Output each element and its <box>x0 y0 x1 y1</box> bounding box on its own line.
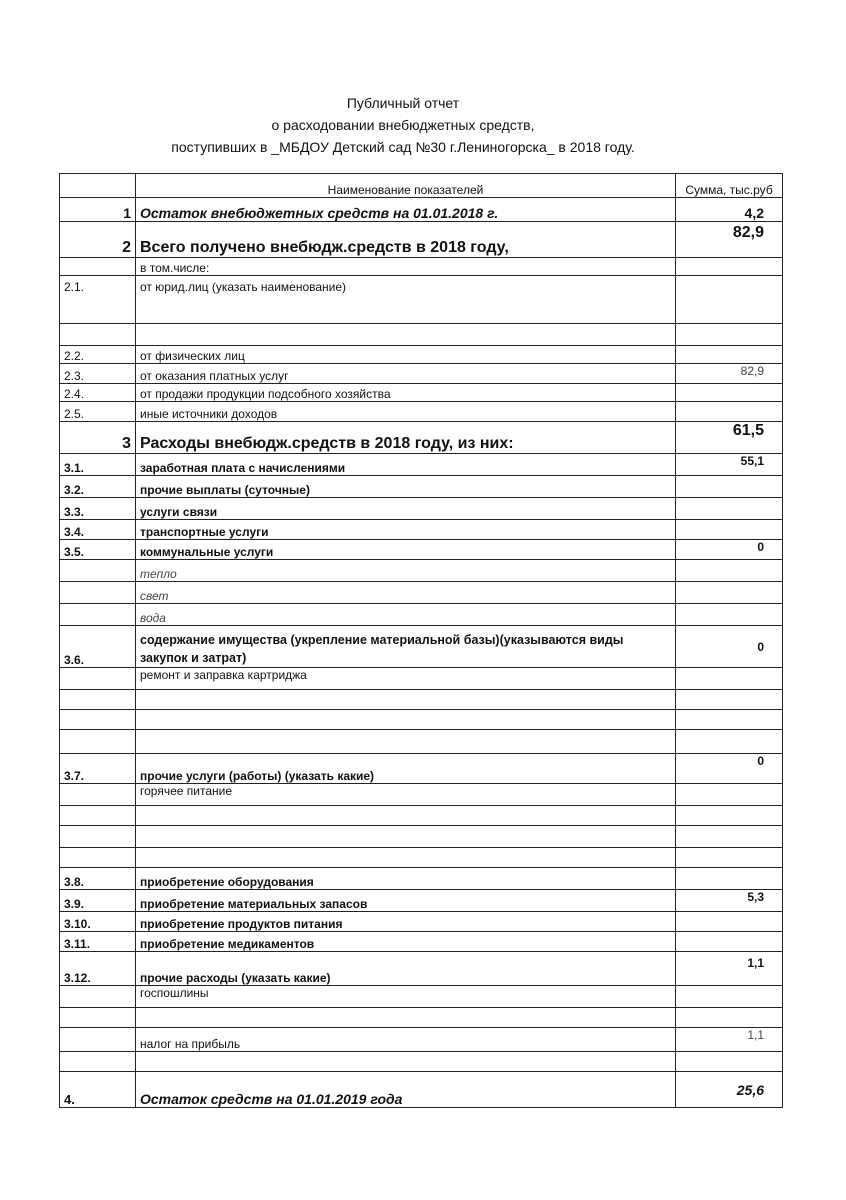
row-num: 3.1. <box>60 454 136 476</box>
row-sum <box>676 346 783 364</box>
table-row <box>60 222 783 258</box>
row-name: от продажи продукции подсобного хозяйства <box>136 384 676 402</box>
row-name <box>136 826 676 848</box>
table-row <box>60 986 783 1008</box>
row-sum <box>676 868 783 890</box>
row-sum <box>676 848 783 868</box>
row-num <box>60 258 136 276</box>
table-row <box>60 476 783 498</box>
row-num <box>60 560 136 582</box>
row-sum <box>676 806 783 826</box>
table-row <box>60 668 783 690</box>
row-name: Всего получено внебюдж.средств в 2018 году, <box>136 222 676 258</box>
row-sum <box>676 604 783 626</box>
row-name: прочие выплаты (суточные) <box>136 476 676 498</box>
row-num: 3.11. <box>60 932 136 952</box>
row-name: от юрид.лиц (указать наименование) <box>136 276 676 324</box>
row-sum: 0 <box>676 540 783 560</box>
table-row <box>60 784 783 806</box>
table-row <box>60 1052 783 1072</box>
row-num <box>60 730 136 754</box>
title-line-1: Публичный отчет <box>346 95 460 111</box>
row-num: 3.9. <box>60 890 136 912</box>
row-name <box>136 1008 676 1028</box>
table-row <box>60 1028 783 1052</box>
row-sum <box>676 710 783 730</box>
row-sum <box>676 402 783 422</box>
row-sum <box>676 826 783 848</box>
row-num: 2.4. <box>60 384 136 402</box>
table-row <box>60 520 783 540</box>
table-row <box>60 848 783 868</box>
row-name: иные источники доходов <box>136 402 676 422</box>
table-row <box>60 1008 783 1028</box>
table-row <box>60 730 783 754</box>
row-num: 1 <box>60 198 136 222</box>
row-name: коммунальные услуги <box>136 540 676 560</box>
row-name: содержание имущества (укрепление материальной базы)(указываются виды закупок и затрат) <box>136 626 676 668</box>
row-sum: 0 <box>676 626 783 668</box>
row-name <box>136 730 676 754</box>
row-num: 2.1. <box>60 276 136 324</box>
row-sum <box>676 1008 783 1028</box>
row-name: заработная плата с начислениями <box>136 454 676 476</box>
row-num <box>60 582 136 604</box>
row-sum <box>676 784 783 806</box>
table-row <box>60 258 783 276</box>
row-name: прочие расходы (указать какие) <box>136 952 676 986</box>
table-header-row <box>60 174 783 198</box>
table-row <box>60 826 783 848</box>
row-name: Остаток внебюджетных средств на 01.01.2018 г. <box>136 198 676 222</box>
row-num <box>60 710 136 730</box>
row-sum <box>676 912 783 932</box>
row-sum <box>676 520 783 540</box>
table-row <box>60 402 783 422</box>
row-sum <box>676 986 783 1008</box>
row-name: госпошлины <box>136 986 676 1008</box>
row-num <box>60 826 136 848</box>
table-row <box>60 346 783 364</box>
row-name: горячее питание <box>136 784 676 806</box>
row-num: 3.7. <box>60 754 136 784</box>
row-sum <box>676 1052 783 1072</box>
row-sum <box>676 932 783 952</box>
row-sum: 1,1 <box>676 1028 783 1052</box>
table-row <box>60 952 783 986</box>
row-name <box>136 848 676 868</box>
row-name: приобретение оборудования <box>136 868 676 890</box>
row-sum <box>676 690 783 710</box>
table-row <box>60 198 783 222</box>
row-num <box>60 986 136 1008</box>
table-row <box>60 890 783 912</box>
table-row <box>60 276 783 324</box>
row-sum: 82,9 <box>676 364 783 384</box>
table-row <box>60 384 783 402</box>
row-sum <box>676 276 783 324</box>
row-sum: 82,9 <box>676 222 783 258</box>
row-num: 3.12. <box>60 952 136 986</box>
row-name <box>136 324 676 346</box>
row-sum <box>676 258 783 276</box>
table-row <box>60 932 783 952</box>
table-row <box>60 540 783 560</box>
row-num: 3.10. <box>60 912 136 932</box>
table-row <box>60 1072 783 1108</box>
row-sum <box>676 582 783 604</box>
row-name: в том.числе: <box>136 258 676 276</box>
row-sum: 25,6 <box>676 1072 783 1108</box>
row-name: Расходы внебюдж.средств в 2018 году, из них: <box>136 422 676 454</box>
row-num: 2.3. <box>60 364 136 384</box>
row-num <box>60 1028 136 1052</box>
table-row <box>60 690 783 710</box>
row-name: транспортные услуги <box>136 520 676 540</box>
row-sum <box>676 324 783 346</box>
row-name: вода <box>136 604 676 626</box>
row-num: 3.5. <box>60 540 136 560</box>
row-sum <box>676 560 783 582</box>
table-row <box>60 710 783 730</box>
row-num: 2.2. <box>60 346 136 364</box>
table-row <box>60 912 783 932</box>
row-sum <box>676 668 783 690</box>
row-name: свет <box>136 582 676 604</box>
table-row <box>60 364 783 384</box>
row-sum <box>676 730 783 754</box>
title-line-2: о расходовании внебюджетных средств, <box>271 117 535 133</box>
row-sum: 0 <box>676 754 783 784</box>
row-num: 2 <box>60 222 136 258</box>
row-name: Остаток средств на 01.01.2019 года <box>136 1072 676 1108</box>
table-row <box>60 498 783 520</box>
row-name <box>136 690 676 710</box>
table-row <box>60 806 783 826</box>
row-num: 3.4. <box>60 520 136 540</box>
row-sum: 5,3 <box>676 890 783 912</box>
row-name <box>136 806 676 826</box>
row-num: 4. <box>60 1072 136 1108</box>
row-num <box>60 668 136 690</box>
row-num: 3.3. <box>60 498 136 520</box>
row-num: 3.8. <box>60 868 136 890</box>
row-name: от оказания платных услуг <box>136 364 676 384</box>
table-row <box>60 582 783 604</box>
row-num <box>60 848 136 868</box>
row-num: 3 <box>60 422 136 454</box>
row-num <box>60 690 136 710</box>
row-sum: 61,5 <box>676 422 783 454</box>
table-row <box>60 604 783 626</box>
row-sum: 1,1 <box>676 952 783 986</box>
row-sum <box>676 498 783 520</box>
row-name <box>136 710 676 730</box>
table-row <box>60 324 783 346</box>
header-sum-cell: Сумма, тыс.руб <box>676 174 783 198</box>
report-table <box>59 173 783 1108</box>
row-num <box>60 1052 136 1072</box>
row-name: ремонт и заправка картриджа <box>136 668 676 690</box>
row-num <box>60 784 136 806</box>
table-row <box>60 868 783 890</box>
row-sum <box>676 384 783 402</box>
row-name: услуги связи <box>136 498 676 520</box>
table-row <box>60 422 783 454</box>
row-name <box>136 1052 676 1072</box>
row-sum: 55,1 <box>676 454 783 476</box>
row-num <box>60 806 136 826</box>
table-row <box>60 626 783 668</box>
row-name: налог на прибыль <box>136 1028 676 1052</box>
row-name: приобретение материальных запасов <box>136 890 676 912</box>
row-sum: 4,2 <box>676 198 783 222</box>
row-num: 2.5. <box>60 402 136 422</box>
row-name: приобретение продуктов питания <box>136 912 676 932</box>
row-sum <box>676 476 783 498</box>
title-line-3: поступивших в _МБДОУ Детский сад №30 г.Лениногорска_ в 2018 году. <box>171 139 635 155</box>
table-row <box>60 754 783 784</box>
row-name: приобретение медикаментов <box>136 932 676 952</box>
row-num: 3.2. <box>60 476 136 498</box>
header-name-cell: Наименование показателей <box>136 174 676 198</box>
row-name: тепло <box>136 560 676 582</box>
row-num <box>60 1008 136 1028</box>
row-name: от физических лиц <box>136 346 676 364</box>
table-row <box>60 560 783 582</box>
row-num <box>60 604 136 626</box>
row-name: прочие услуги (работы) (указать какие) <box>136 754 676 784</box>
header-num-cell <box>60 174 136 198</box>
table-row <box>60 454 783 476</box>
row-num: 3.6. <box>60 626 136 668</box>
row-num <box>60 324 136 346</box>
